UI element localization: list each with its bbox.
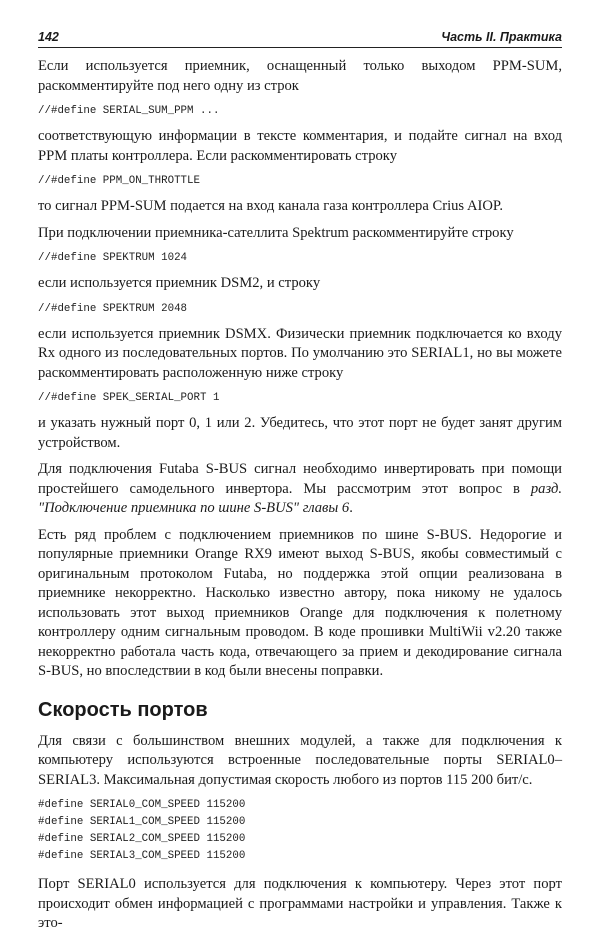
- paragraph-serial0: Порт SERIAL0 используется для подключения к компьютеру. Через этот порт происходит обмен информацией с программами настройки и управления. Также к это-: [38, 876, 562, 931]
- code-line-serial1-speed: #define SERIAL1_COM_SPEED 115200: [38, 816, 246, 828]
- code-line-spek-serial-port: //#define SPEK_SERIAL_PORT 1: [38, 392, 220, 404]
- section-heading: Скорость портов: [38, 698, 208, 721]
- paragraph-dsmx: если используется приемник DSMX. Физически приемник подключается ко входу Rx одного из последовательных портов. По умолчанию это SERIAL1, но вы можете раскомментировать расположенную ниже строку: [38, 325, 562, 381]
- paragraph-serial-ports: Для связи с большинством внешних модулей, а также для подключения к компьютеру используются встроенные последовательные порты SERIAL0–SERIAL3. Максимальная допустимая скорость любого из портов 115 200 бит/с.: [38, 732, 562, 788]
- code-line-serial0-speed: #define SERIAL0_COM_SPEED 115200: [38, 799, 246, 811]
- page-number: 142: [38, 30, 59, 44]
- paragraph-throttle-channel: то сигнал PPM-SUM подается на вход канала газа контроллера Crius AIOP.: [38, 198, 504, 214]
- code-line-spektrum-2048: //#define SPEKTRUM 2048: [38, 302, 188, 315]
- running-header: [38, 30, 562, 48]
- code-line-ppm-on-throttle: //#define PPM_ON_THROTTLE: [38, 175, 200, 187]
- code-block-serial-speeds: [38, 797, 562, 865]
- code-line-serial3-speed: #define SERIAL3_COM_SPEED 115200: [38, 850, 246, 862]
- paragraph-sbus-problems: Есть ряд проблем с подключением приемников по шине S-BUS. Недорогие и популярные приемники Orange RX9 имеют выход S-BUS, якобы совместимый с оригинальным протоколом Futaba, но поддержка этой опции реализована в приемнике некорректно. Насколько известно автору, пока никому не удалось использовать этот выход приемников Orange для подключения к полетному контроллеру одним сигнальным проводом. В коде прошивки MultiWii v2.20 также некорректно работала часть кода, отвечающего за прием и декодирование сигнала S-BUS, но впоследствии в код были внесены поправки.: [38, 526, 562, 679]
- paragraph-port-select: и указать нужный порт 0, 1 или 2. Убедитесь, что этот порт не будет занят другим устройством.: [38, 415, 562, 451]
- section-reference: разд. "Подключение приемника по шине S-BUS" главы 6: [38, 480, 562, 516]
- code-line-serial2-speed: #define SERIAL2_COM_SPEED 115200: [38, 833, 246, 845]
- paragraph-ppm-input: соответствующую информации в тексте комментария, и подайте сигнал на вход PPM платы контроллера. Если раскомментировать строку: [38, 128, 562, 164]
- paragraph-ppm-sum: Если используется приемник, оснащенный только выходом PPM-SUM, раскомментируйте под него одну из строк: [38, 58, 562, 94]
- paragraph-futaba-sbus: [38, 460, 562, 519]
- paragraph-dsm2: если используется приемник DSM2, и строку: [38, 275, 321, 291]
- futaba-text-end: .: [349, 500, 353, 516]
- futaba-text: Для подключения Futaba S-BUS сигнал необходимо инвертировать при помощи простейшего самодельного инвертора. Мы рассмотрим этот вопрос в: [38, 461, 562, 497]
- code-line-serial-sum-ppm: //#define SERIAL_SUM_PPM ...: [38, 105, 220, 117]
- paragraph-spektrum: При подключении приемника-сателлита Spektrum раскомментируйте строку: [38, 224, 514, 241]
- code-line-spektrum-1024: //#define SPEKTRUM 1024: [38, 252, 188, 264]
- book-page: [38, 30, 562, 941]
- running-title: Часть II. Практика: [441, 30, 562, 44]
